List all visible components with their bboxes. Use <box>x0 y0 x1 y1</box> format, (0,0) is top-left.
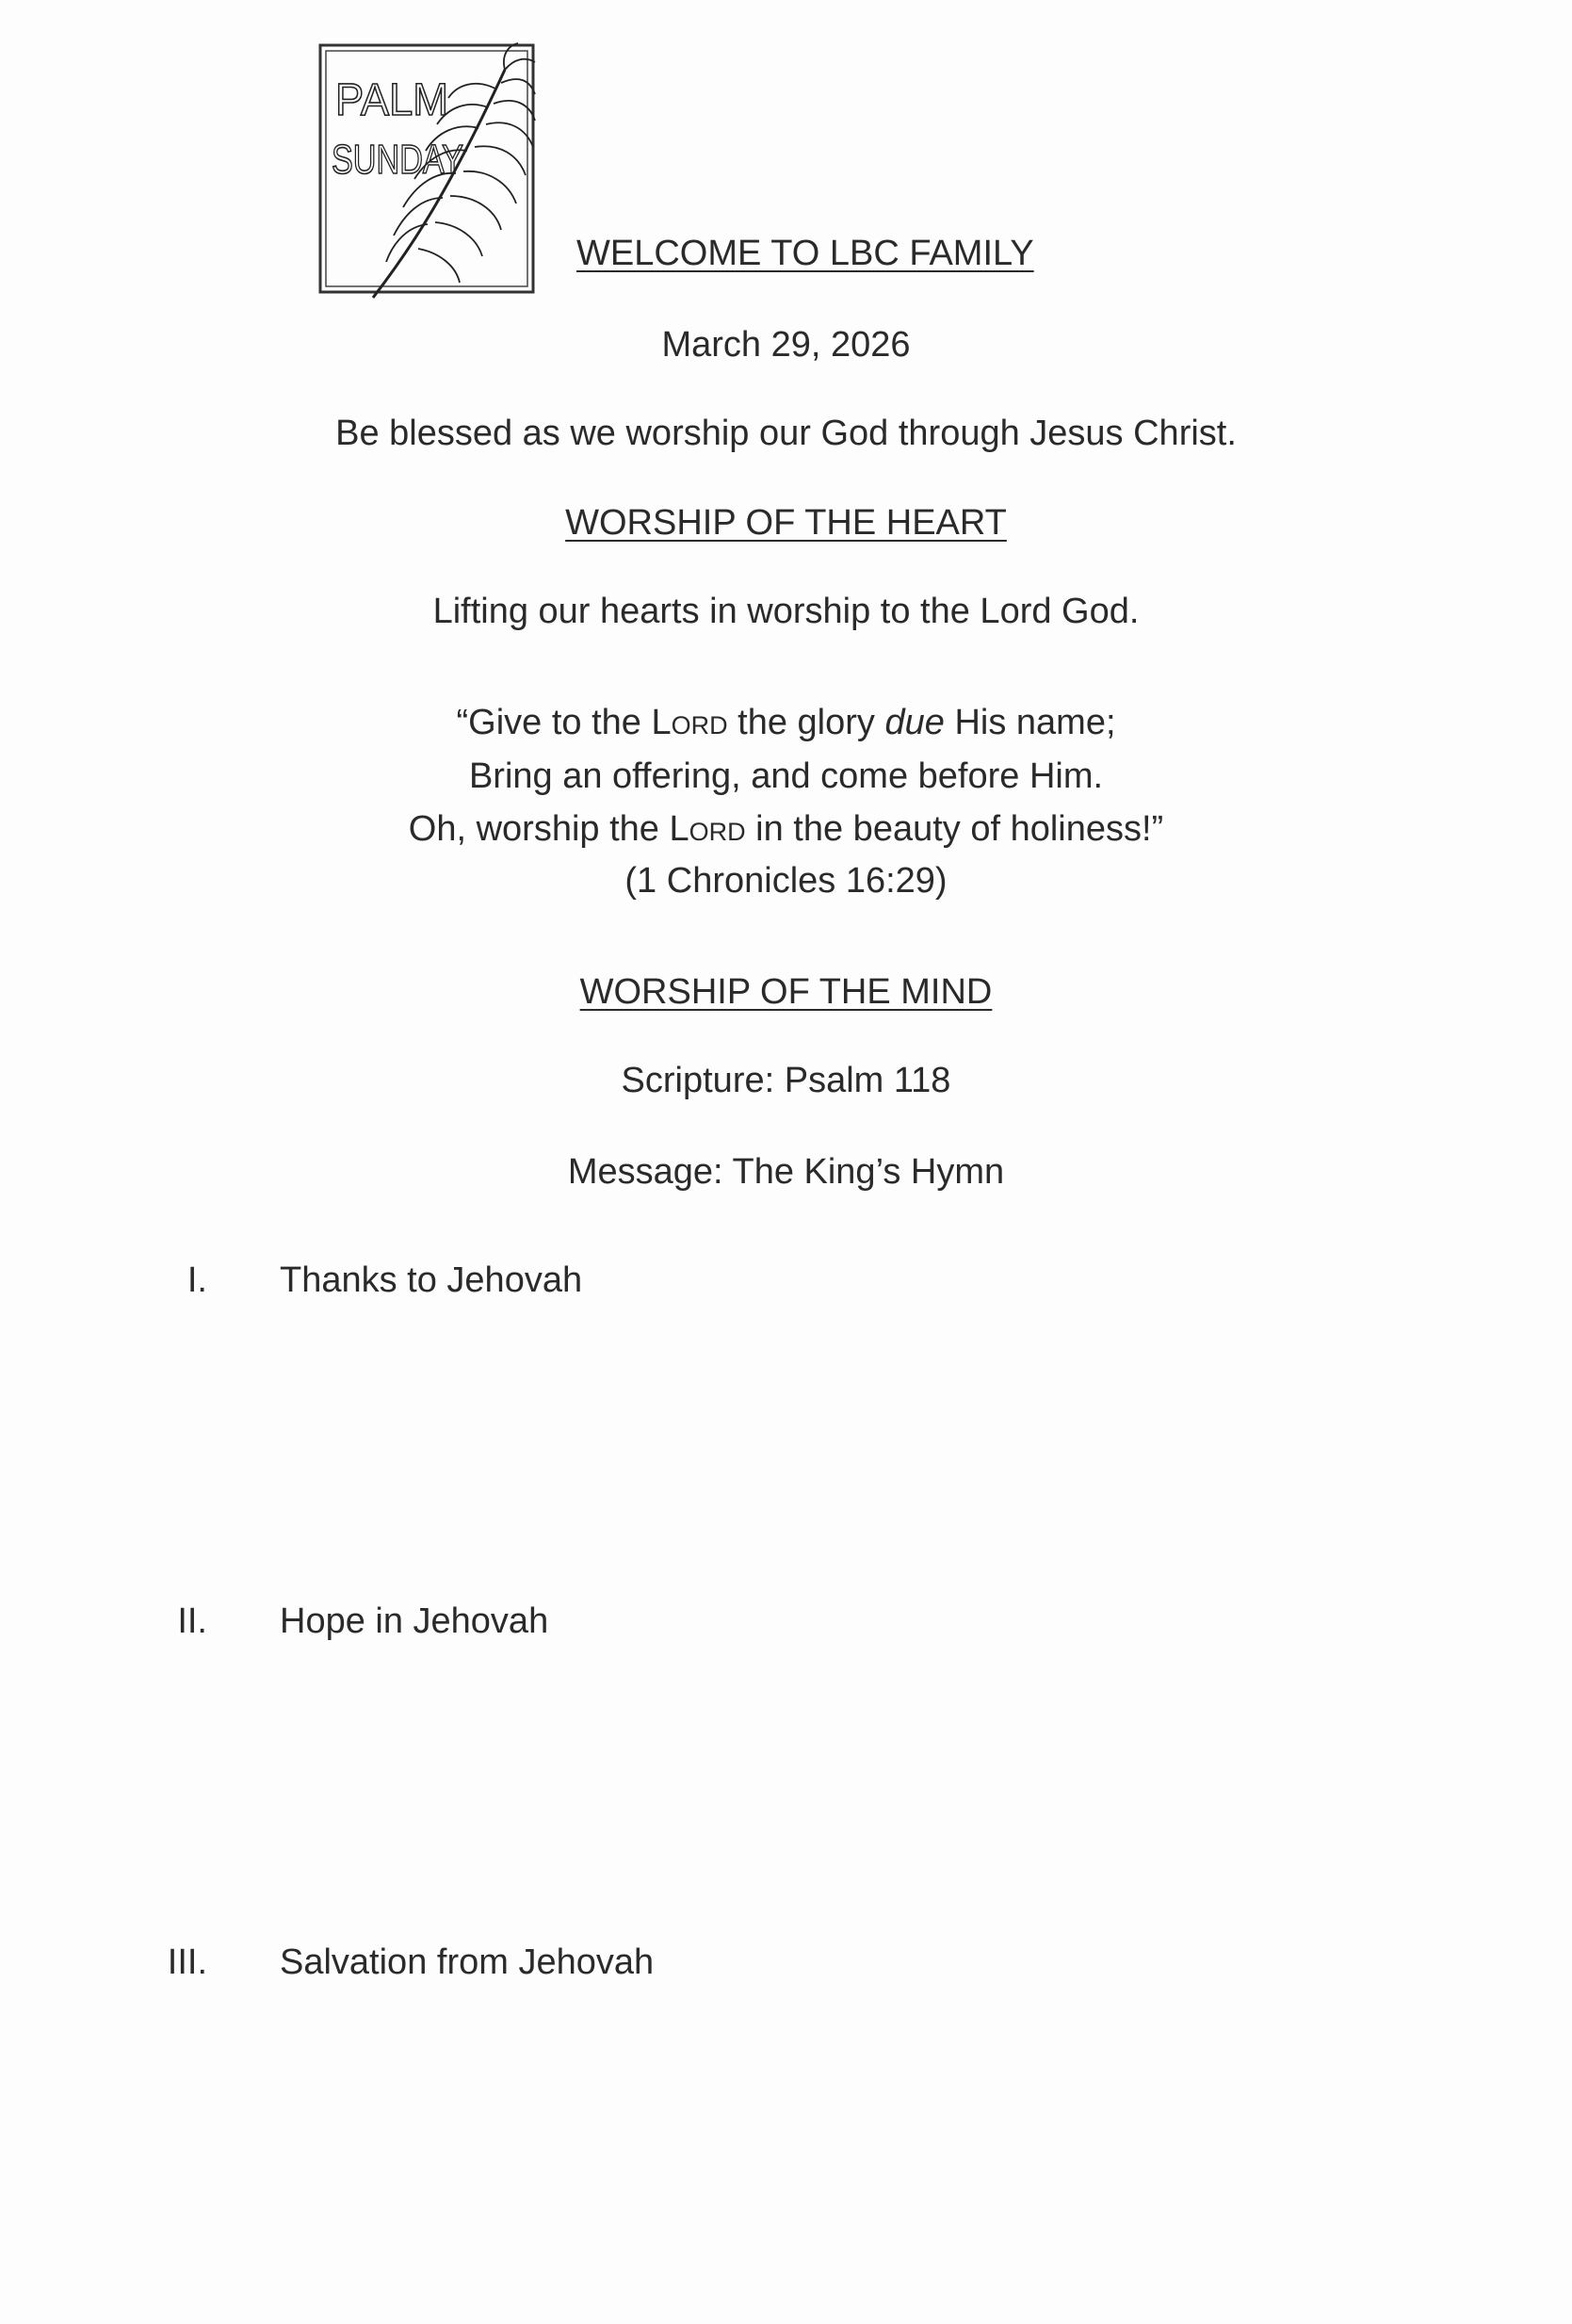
verse-lord-smallcaps: Lord <box>669 809 746 849</box>
logo-text-palm: PALM <box>335 75 448 125</box>
verse-line-2: Bring an offering, and come before Him. <box>468 756 1104 796</box>
verse-reference: (1 Chronicles 16:29) <box>624 861 948 901</box>
outline-text: Hope in Jehovah <box>280 1601 549 1641</box>
verse-line-3-part-a: Oh, worship the <box>408 809 670 849</box>
verse-lord-smallcaps: Lord <box>651 703 728 742</box>
mind-section-heading <box>0 970 1572 1014</box>
verse-line-3 <box>0 807 1572 851</box>
blessing-text: Be blessed as we worship our God through Jesus Christ. <box>335 414 1237 453</box>
verse-line-1-part-c: His name; <box>944 703 1116 742</box>
message-title: Message: The King’s Hymn <box>567 1152 1005 1192</box>
service-date: March 29, 2026 <box>661 325 911 365</box>
outline-numeral: III. <box>167 1942 207 1982</box>
heart-subtitle: Lifting our hearts in worship to the Lord God. <box>432 592 1140 631</box>
logo-text-sunday: SUNDAY <box>332 137 463 183</box>
outline-numeral: I. <box>186 1260 207 1300</box>
heart-heading-text: WORSHIP OF THE HEART <box>565 503 1007 543</box>
welcome-heading: WELCOME TO LBC FAMILY <box>576 234 1034 273</box>
heart-section-heading <box>0 501 1572 544</box>
verse-line-1-part-a: “Give to the <box>456 703 652 742</box>
outline-text: Thanks to Jehovah <box>280 1260 583 1300</box>
verse-italic-due: due <box>884 703 945 742</box>
verse-line-1-part-b: the glory <box>727 703 885 742</box>
mind-heading-text: WORSHIP OF THE MIND <box>579 972 993 1012</box>
scripture-reference: Scripture: Psalm 118 <box>621 1061 951 1100</box>
verse-line-3-part-b: in the beauty of holiness!” <box>745 809 1164 849</box>
verse-line-1 <box>0 701 1572 744</box>
outline-text: Salvation from Jehovah <box>280 1942 655 1982</box>
outline-numeral: II. <box>177 1601 207 1641</box>
palm-sunday-logo <box>316 41 539 301</box>
